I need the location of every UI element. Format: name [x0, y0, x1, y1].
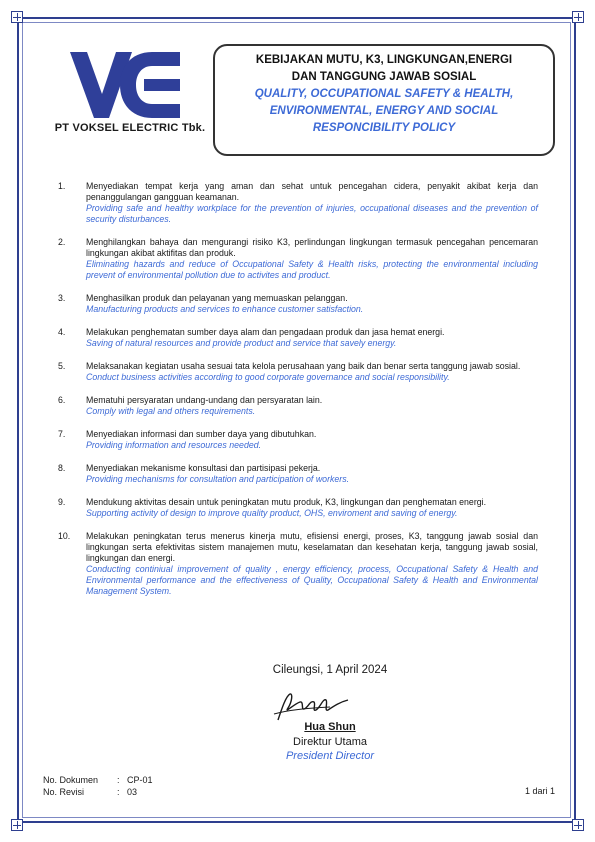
place-and-date: Cileungsi, 1 April 2024: [272, 664, 388, 676]
policy-item-text: Menyediakan mekanisme konsultasi dan partisipasi pekerja.: [86, 463, 321, 473]
policy-item-text: Mematuhi persyaratan undang-undang dan persyaratan lain.: [86, 395, 323, 405]
policy-item-translation: Comply with legal and others requirements.: [86, 406, 256, 416]
policy-item-translation: Providing information and resources needed.: [86, 440, 262, 450]
title-indonesian-line-2: DAN TANGGUNG JAWAB SOSIAL: [291, 71, 477, 83]
policy-item-number: 7.: [58, 429, 66, 439]
doc-number-separator: :: [117, 775, 120, 785]
policy-item-translation: Providing mechanisms for consultation and participation of workers.: [86, 474, 350, 484]
title-english-line-2: ENVIRONMENTAL, ENERGY AND SOCIAL: [269, 105, 499, 117]
policy-item-number: 10.: [58, 531, 71, 541]
policy-item: [58, 293, 538, 315]
policy-item-text: Menyediakan informasi dan sumber daya yang dibutuhkan.: [86, 429, 317, 439]
policy-item-number: 4.: [58, 327, 66, 337]
corner-ornament-top-left: [11, 11, 23, 23]
policy-item-text: Melaksanakan kegiatan usaha sesuai tata kelola perusahaan yang baik dan benar serta tanggung jawab sosial.: [86, 361, 521, 371]
policy-item-translation: Conducting continiual improvement of quality , energy efficiency, process, Occupational Safety & Health and Environmental performance and the effectiveness of Quality, Occupational Safety & Health and Environmental Management System.: [86, 564, 538, 596]
policy-item-text: Melakukan penghematan sumber daya alam dan pengadaan produk dan jasa hemat energi.: [86, 327, 445, 337]
title-english-line-1: QUALITY, OCCUPATIONAL SAFETY & HEALTH,: [254, 88, 514, 100]
page-info: 1 dari 1: [524, 786, 555, 796]
policy-item: [58, 327, 538, 349]
revision-separator: :: [117, 787, 120, 797]
policy-item-translation: Conduct business activities according to good corporate governance and social responsibility.: [86, 372, 450, 382]
policy-item-translation: Providing safe and healthy workplace for the prevention of injuries, occupational diseases and the prevention of security disturbances.: [86, 203, 538, 224]
policy-item-number: 2.: [58, 237, 66, 247]
policy-item: [58, 463, 538, 485]
policy-item: [58, 429, 538, 451]
company-name: PT VOKSEL ELECTRIC Tbk.: [54, 122, 206, 134]
policy-item: [58, 395, 538, 417]
policy-item-text: Mendukung aktivitas desain untuk peningkatan mutu produk, K3, lingkungan dan penghematan energi.: [86, 497, 487, 507]
corner-ornament-bottom-left: [11, 819, 23, 831]
signer-title: Direktur Utama: [293, 736, 367, 748]
policy-item-number: 1.: [58, 181, 66, 191]
policy-item: [58, 497, 538, 519]
company-logo-icon: [70, 50, 182, 120]
policy-item-translation: Saving of natural resources and provide product and service that savely energy.: [86, 338, 397, 348]
revision-label: No. Revisi: [43, 787, 85, 797]
policy-item: [58, 361, 538, 383]
policy-title-box: [213, 44, 555, 156]
corner-ornament-top-right: [572, 11, 584, 23]
doc-number-value: CP-01: [127, 775, 153, 785]
document-info: [43, 774, 153, 798]
policy-item-text: Menyediakan tempat kerja yang aman dan sehat untuk pencegahan cidera, penyakit akibat kerja dan penanggulangan gangguan keamanan.: [86, 181, 538, 202]
policy-item-text: Melakukan peningkatan terus menerus kinerja mutu, efisiensi energi, proses, K3, tanggung jawab sosial dan lingkungan serta efektivitas sistem manajemen mutu, keselamatan dan kesehatan kerja, tanggung jawab sosial, lingkungan dan energi.: [86, 531, 538, 563]
policy-item-translation: Eliminating hazards and reduce of Occupational Safety & Health risks, protecting the environmental including prevent of environmental pollution due to activites and product.: [86, 259, 538, 280]
policy-item: [58, 181, 538, 225]
policy-item: [58, 237, 538, 281]
policy-item-text: Menghasilkan produk dan pelayanan yang memuaskan pelanggan.: [86, 293, 348, 303]
revision-value: 03: [127, 787, 138, 797]
title-english-line-3: RESPONCIBILITY POLICY: [312, 122, 456, 134]
signer-title-english: President Director: [285, 750, 375, 762]
policy-item-translation: Manufacturing products and services to enhance customer satisfaction.: [86, 304, 364, 314]
doc-number-label: No. Dokumen: [43, 775, 99, 785]
policy-item-number: 3.: [58, 293, 66, 303]
signer-name: Hua Shun: [304, 721, 356, 733]
policy-list: [58, 181, 538, 609]
policy-item-number: 6.: [58, 395, 66, 405]
policy-item-number: 5.: [58, 361, 66, 371]
policy-item: [58, 531, 538, 597]
policy-item-text: Menghilangkan bahaya dan mengurangi risiko K3, perlindungan lingkungan termasuk pencegahan pencemaran lingkungan akibat aktifitas dan produk.: [86, 237, 538, 258]
policy-item-number: 8.: [58, 463, 66, 473]
policy-item-number: 9.: [58, 497, 66, 507]
policy-item-translation: Supporting activity of design to improve quality product, OHS, enviroment and saving of energy.: [86, 508, 458, 518]
corner-ornament-bottom-right: [572, 819, 584, 831]
title-indonesian-line-1: KEBIJAKAN MUTU, K3, LINGKUNGAN,ENERGI: [255, 54, 513, 66]
handwritten-signature-icon: [268, 690, 358, 724]
